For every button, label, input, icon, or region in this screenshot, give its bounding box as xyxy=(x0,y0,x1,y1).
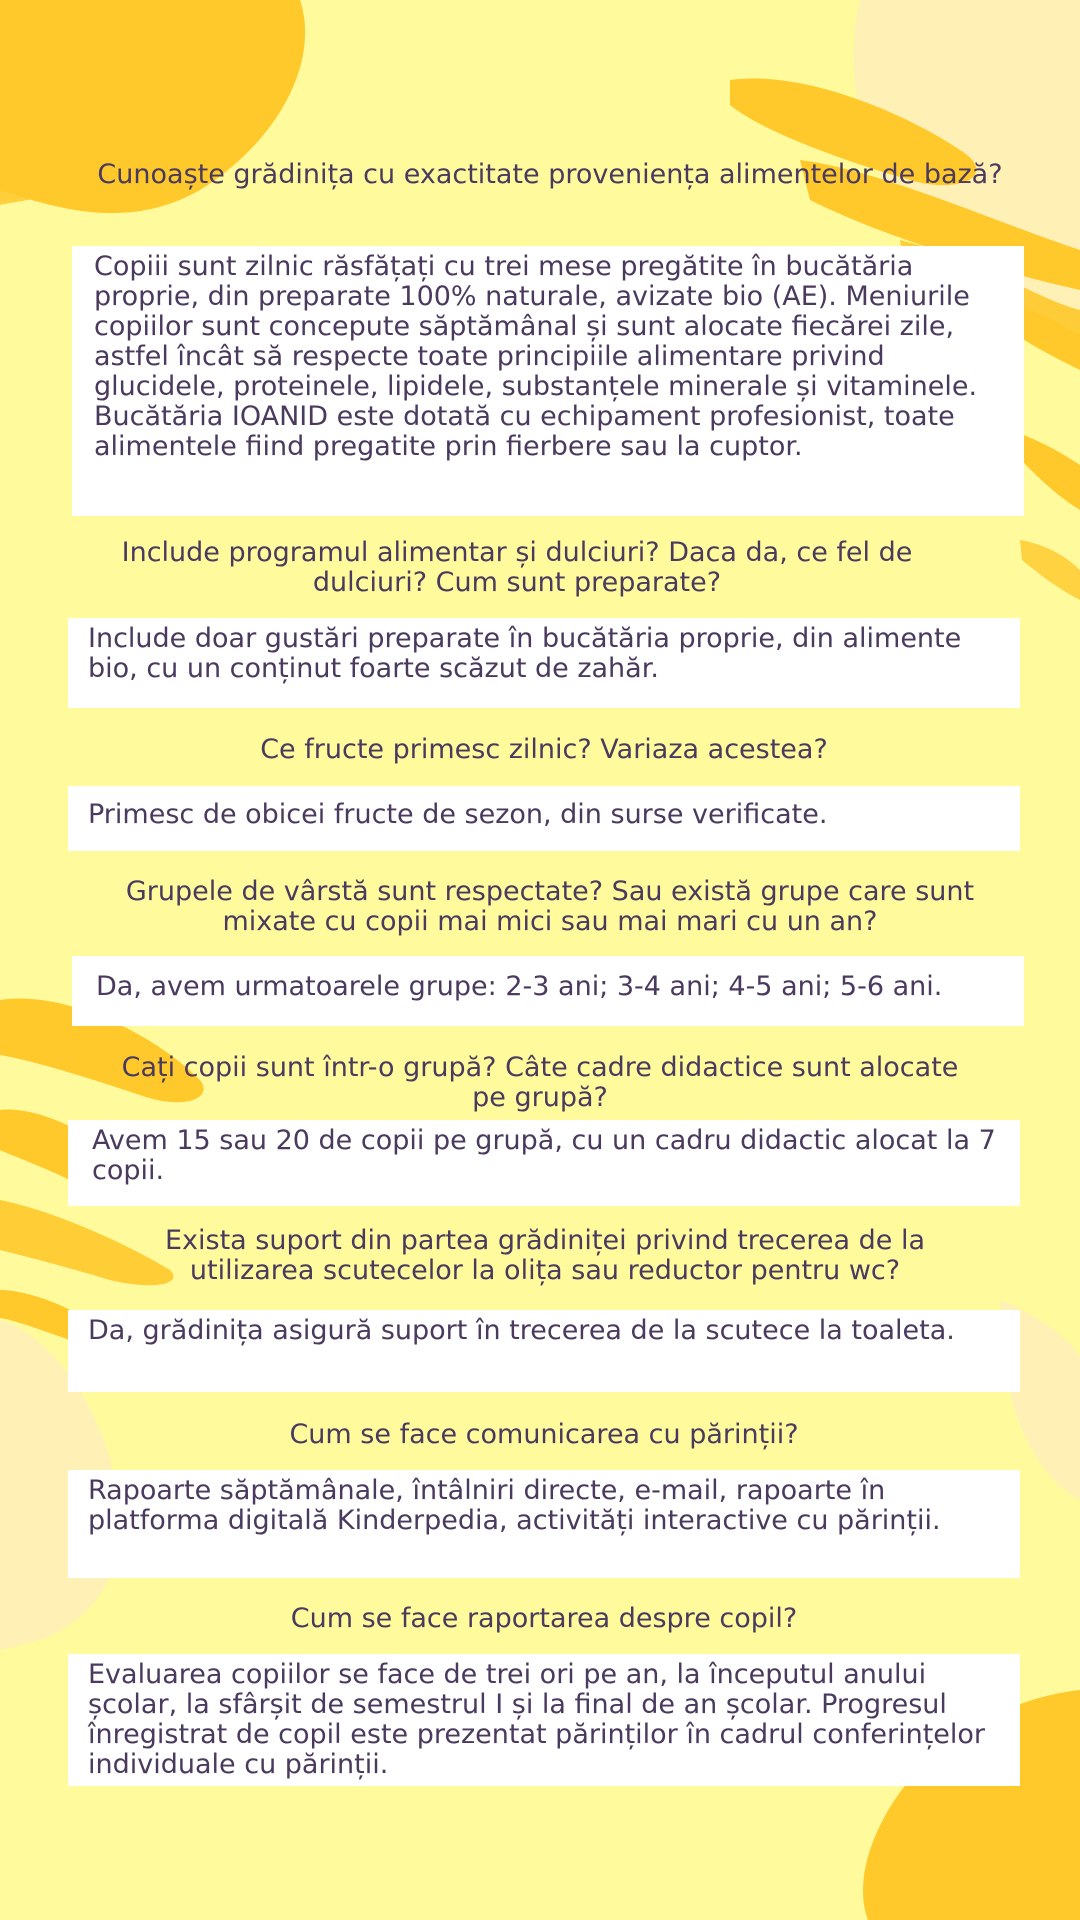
faq-answer-7: Rapoarte săptămânale, întâlniri directe, e-mail, rapoarte în platforma digitală Kinderpedia, activități interactive cu părinții. xyxy=(68,1470,1020,1578)
faq-answer-5: Avem 15 sau 20 de copii pe grupă, cu un cadru didactic alocat la 7 copii. xyxy=(68,1120,1020,1206)
faq-question-5: Cați copii sunt într-o grupă? Câte cadre didactice sunt alocate pe grupă? xyxy=(121,1052,959,1113)
faq-answer-1: Copiii sunt zilnic răsfățați cu trei mese pregătite în bucătăria proprie, din preparate 100% naturale, avizate bio (AE). Meniurile copiilor sunt concepute săptămânal și sunt alocate fiecărei zile, astfel încât să respecte toate principiile alimentare privind glucidele, proteinele, lipidele, substanțele minerale și vitaminele. Bucătăria IOANID este dotată cu echipament profesionist, toate alimentele fiind pregatite prin fierbere sau la cuptor. xyxy=(72,246,1024,516)
faq-question-4: Grupele de vârstă sunt respectate? Sau există grupe care sunt mixate cu copii mai mici sau mai mari cu un an? xyxy=(125,876,975,937)
faq-answer-2: Include doar gustări preparate în bucătăria proprie, din alimente bio, cu un conținut foarte scăzut de zahăr. xyxy=(68,618,1020,708)
faq-answer-8: Evaluarea copiilor se face de trei ori pe an, la începutul anului școlar, la sfârșit de semestrul I și la final de an școlar. Progresul înregistrat de copil este prezentat părinților în cadrul conferințelor individuale cu părinții. xyxy=(68,1654,1020,1786)
faq-question-1: Cunoaște grădinița cu exactitate proveniența alimentelor de bază? xyxy=(97,159,1003,190)
faq-answer-4: Da, avem urmatoarele grupe: 2-3 ani; 3-4 ani; 4-5 ani; 5-6 ani. xyxy=(72,956,1024,1026)
faq-question-7: Cum se face comunicarea cu părinții? xyxy=(289,1419,799,1450)
faq-question-8: Cum se face raportarea despre copil? xyxy=(290,1603,798,1634)
faq-question-2: Include programul alimentar și dulciuri? Daca da, ce fel de dulciuri? Cum sunt preparate? xyxy=(121,537,913,598)
faq-question-3: Ce fructe primesc zilnic? Variaza acestea? xyxy=(260,734,828,765)
faq-answer-3: Primesc de obicei fructe de sezon, din surse verificate. xyxy=(68,786,1020,851)
faq-question-6: Exista suport din partea grădiniței privind trecerea de la utilizarea scutecelor la olița sau reductor pentru wc? xyxy=(164,1225,926,1286)
faq-answer-6: Da, grădinița asigură suport în trecerea de la scutece la toaleta. xyxy=(68,1310,1020,1392)
